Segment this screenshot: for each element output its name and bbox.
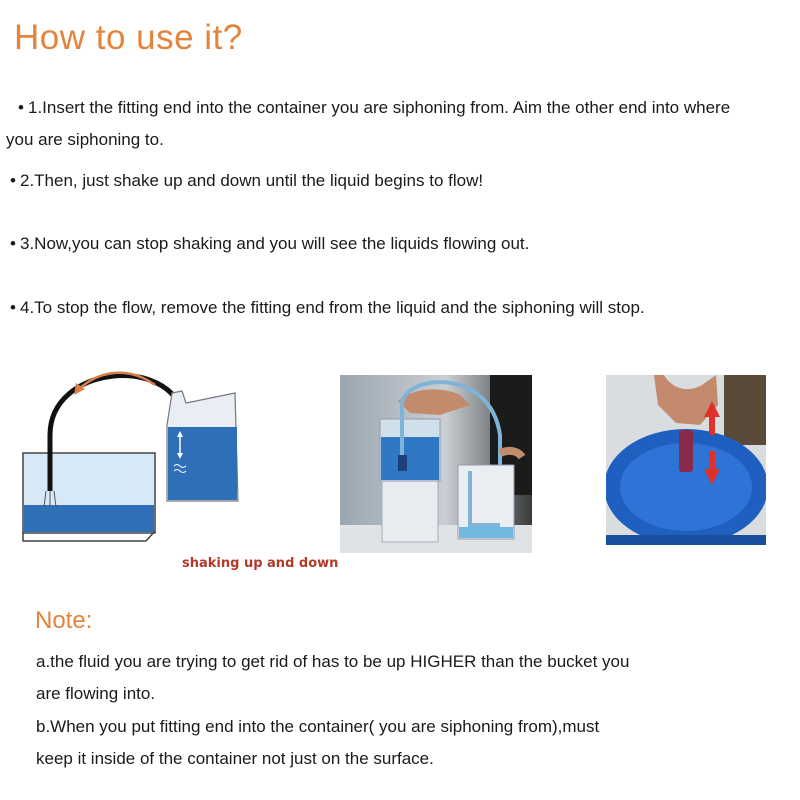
step-1 bbox=[6, 92, 796, 156]
page-title: How to use it? bbox=[14, 18, 243, 57]
note-a-line-2: are flowing into. bbox=[36, 684, 156, 703]
bowl-photo bbox=[606, 375, 766, 545]
beakers-photo bbox=[340, 375, 532, 553]
step-1-line-2: you are siphoning to. bbox=[6, 130, 164, 149]
glass-stand bbox=[382, 480, 438, 542]
note-a-line-1: a.the fluid you are trying to get rid of has to be up HIGHER than the bucket you bbox=[36, 652, 630, 671]
note-b-line-1: b.When you put fitting end into the container( you are siphoning from),must bbox=[36, 717, 600, 736]
note-title: Note: bbox=[35, 607, 93, 634]
bullet: • bbox=[10, 171, 16, 190]
fitting-end bbox=[679, 430, 693, 472]
background-object bbox=[724, 375, 766, 445]
step-2-text: 2.Then, just shake up and down until the liquid begins to flow! bbox=[20, 171, 484, 190]
bullet: • bbox=[10, 298, 16, 317]
bowl-rim bbox=[606, 535, 766, 545]
step-4-text: 4.To stop the flow, remove the fitting end from the liquid and the siphoning will stop. bbox=[20, 298, 645, 317]
step-1-line-1: 1.Insert the fitting end into the container you are siphoning from. Aim the other end into where bbox=[28, 98, 731, 117]
siphon-diagram bbox=[20, 355, 310, 550]
step-3 bbox=[6, 228, 796, 260]
fitting-end bbox=[398, 455, 407, 471]
bullet: • bbox=[18, 98, 24, 117]
bullet: • bbox=[10, 234, 16, 253]
step-3-text: 3.Now,you can stop shaking and you will see the liquids flowing out. bbox=[20, 234, 530, 253]
source-liquid bbox=[24, 505, 154, 532]
diagram-caption: shaking up and down bbox=[182, 556, 339, 571]
note-b-line-2: keep it inside of the container not just on the surface. bbox=[36, 749, 434, 768]
step-4 bbox=[6, 292, 796, 324]
jug-liquid bbox=[168, 427, 237, 500]
step-2 bbox=[6, 165, 796, 197]
beaker-small-liquid bbox=[459, 527, 513, 538]
beaker-large-liquid bbox=[381, 437, 439, 480]
